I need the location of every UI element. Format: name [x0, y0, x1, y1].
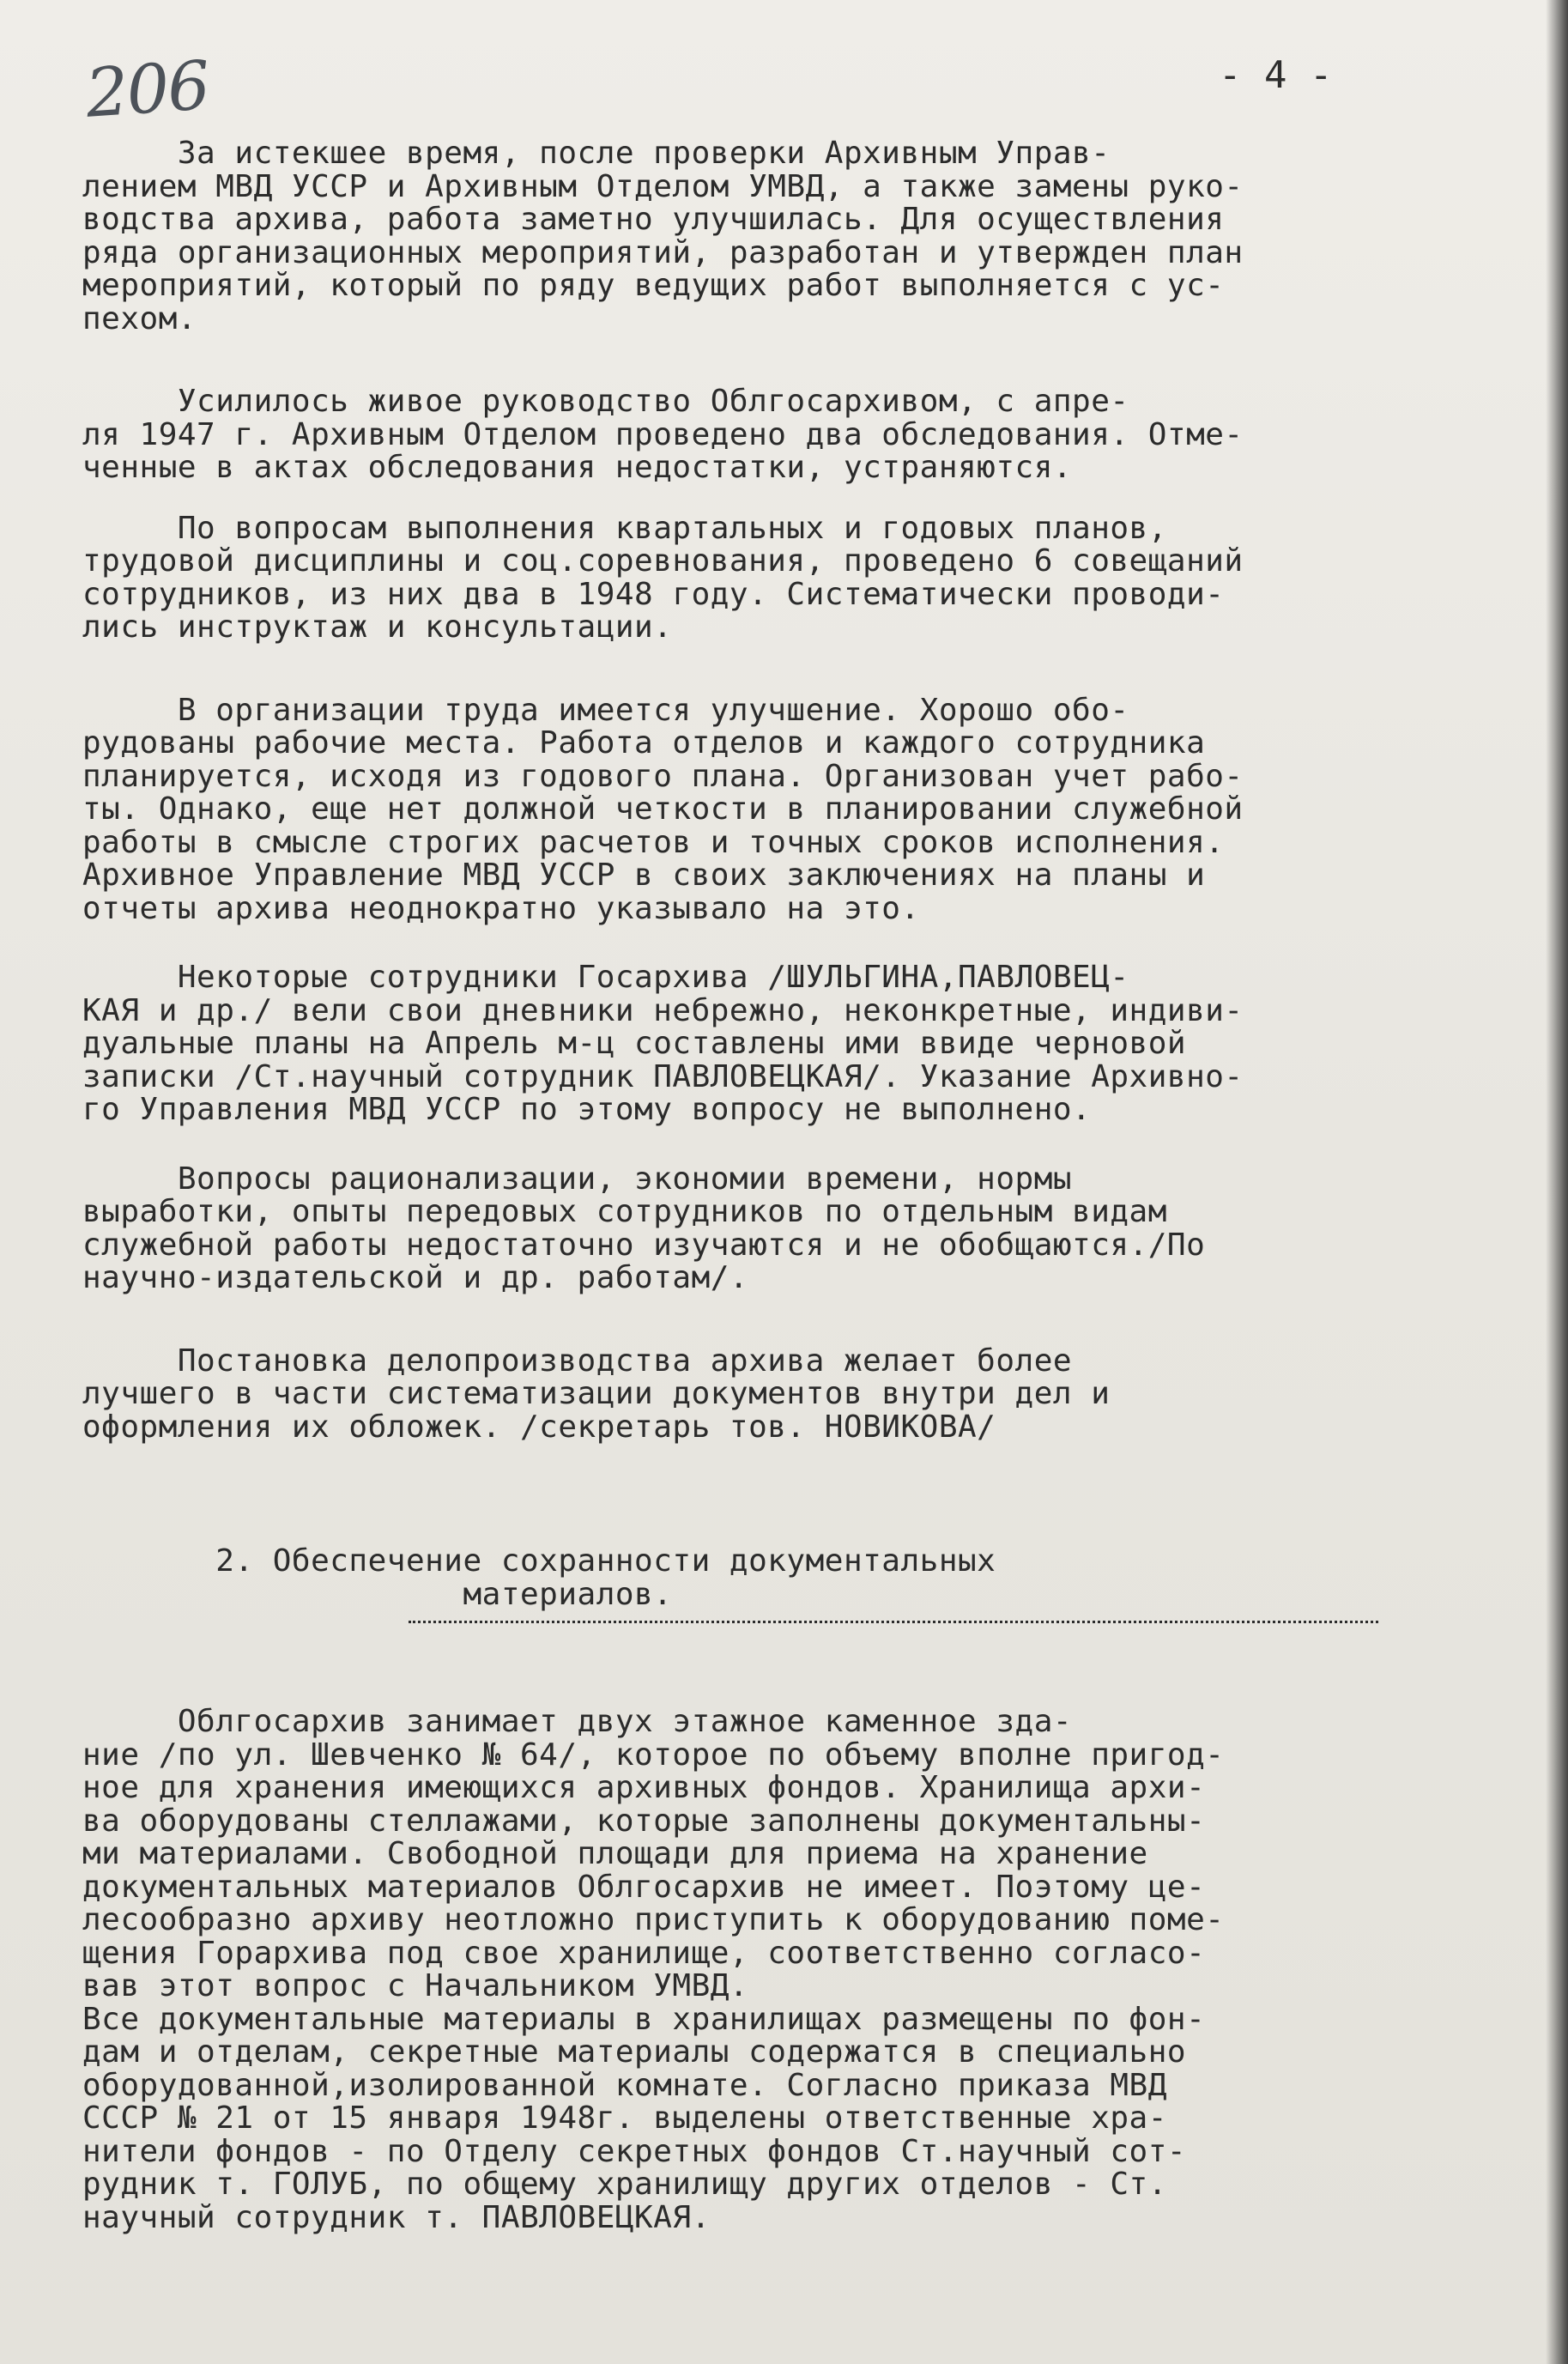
text-line: вав этот вопрос с Начальником УМВД. — [82, 1968, 749, 2003]
text-line: ми материалами. Свободной площади для приема на хранение — [82, 1836, 1148, 1871]
paragraph — [82, 1345, 1524, 1445]
text-line: ние /по ул. Шевченко № 64/, которое по объему вполне пригод- — [82, 1737, 1225, 1773]
text-line: Все документальные материалы в хранилищах размещены по фон- — [82, 2001, 1206, 2037]
text-line: служебной работы недостаточно изучаются и не обобщаются./По — [82, 1227, 1206, 1263]
text-line: ва оборудованы стеллажами, которые заполнены документальны- — [82, 1803, 1206, 1839]
heading-underline — [409, 1621, 1378, 1623]
text-line: Некоторые сотрудники Госархива /ШУЛЬГИНА,ПАВЛОВЕЦ- — [82, 960, 1129, 995]
paragraph — [82, 1163, 1524, 1295]
text-line: По вопросам выполнения квартальных и годовых планов, — [82, 510, 1167, 546]
text-line: записки /Ст.научный сотрудник ПАВЛОВЕЦКАЯ/. Указание Архивно- — [82, 1058, 1244, 1094]
text-line: Вопросы рационализации, экономии времени, нормы — [82, 1161, 1073, 1197]
text-line: лесообразно архиву неотложно приступить к оборудованию поме- — [82, 1902, 1225, 1937]
text-line: оборудованной,изолированной комнате. Согласно приказа МВД — [82, 2067, 1167, 2103]
text-line: водства архива, работа заметно улучшилась. Для осуществления — [82, 202, 1225, 237]
section-heading-block — [82, 1545, 1524, 1611]
text-line: В организации труда имеется улучшение. Хорошо обо- — [82, 692, 1129, 728]
text-line: работы в смысле строгих расчетов и точных сроков исполнения. — [82, 824, 1225, 860]
text-line: ное для хранения имеющихся архивных фондов. Хранилища архи- — [82, 1770, 1206, 1805]
text-line: мероприятий, который по ряду ведущих работ выполняется с ус- — [82, 268, 1225, 303]
text-line: сотрудников, из них два в 1948 году. Систематически проводи- — [82, 576, 1225, 612]
text-line: За истекшее время, после проверки Архивным Управ- — [82, 136, 1111, 171]
page-edge-shadow — [1546, 0, 1568, 2364]
text-line: выработки, опыты передовых сотрудников по отдельным видам — [82, 1194, 1167, 1229]
section-heading — [82, 1545, 1524, 1611]
handwritten-page-number: 206 — [83, 47, 211, 133]
section-paragraphs-block — [82, 1706, 1524, 2234]
paragraph — [82, 385, 1524, 485]
text-line: трудовой дисциплины и соц.соревнования, проведено 6 совещаний — [82, 543, 1244, 579]
paragraph — [82, 694, 1524, 926]
text-line: дам и отделам, секретные материалы содержатся в специально — [82, 2034, 1187, 2070]
text-line: планируется, исходя из годового плана. Организован учет рабо- — [82, 758, 1244, 794]
text-line: рудник т. ГОЛУБ, по общему хранилищу других отделов - Ст. — [82, 2167, 1167, 2202]
text-line: научно-издательской и др. работам/. — [82, 1260, 749, 1295]
text-line: КАЯ и др./ вели свои дневники небрежно, неконкретные, индиви- — [82, 992, 1244, 1028]
paragraph — [82, 961, 1524, 1127]
heading-line: материалов. — [82, 1576, 673, 1612]
text-line: дуальные планы на Апрель м-ц составлены ими ввиде черновой — [82, 1026, 1187, 1061]
text-line: лучшего в части систематизации документов внутри дел и — [82, 1376, 1111, 1411]
text-line: СССР № 21 от 15 января 1948г. выделены ответственные хра- — [82, 2100, 1167, 2136]
paragraph — [82, 1706, 1524, 2234]
text-line: щения Горархива под свое хранилище, соответственно согласо- — [82, 1935, 1206, 1971]
text-line: Архивное Управление МВД УССР в своих заключениях на планы и — [82, 858, 1206, 893]
text-line: нители фондов - по Отделу секретных фондов Ст.научный сот- — [82, 2133, 1187, 2169]
paragraph — [82, 137, 1524, 336]
heading-line: 2. Обеспечение сохранности документальных — [82, 1543, 996, 1579]
text-line: Постановка делопроизводства архива желает более — [82, 1343, 1073, 1379]
typed-page-number: - 4 - — [1219, 53, 1333, 97]
text-line: лением МВД УССР и Архивным Отделом УМВД, а также замены руко- — [82, 168, 1244, 204]
text-line: Усилилось живое руководство Облгосархивом, с апре- — [82, 384, 1129, 419]
text-line: лись инструктаж и консультации. — [82, 609, 673, 645]
text-line: оформления их обложек. /секретарь тов. НОВИКОВА/ — [82, 1409, 996, 1445]
document-body — [82, 137, 1524, 2234]
text-line: ты. Однако, еще нет должной четкости в планировании служебной — [82, 791, 1244, 827]
text-line: ченные в актах обследования недостатки, устраняются. — [82, 450, 1073, 485]
text-line: документальных материалов Облгосархив не имеет. Поэтому це- — [82, 1869, 1206, 1905]
text-line: пехом. — [82, 300, 197, 336]
text-line: го Управления МВД УССР по этому вопросу не выполнено. — [82, 1092, 1092, 1127]
text-line: научный сотрудник т. ПАВЛОВЕЦКАЯ. — [82, 2199, 711, 2235]
text-line: отчеты архива неоднократно указывало на это. — [82, 890, 920, 926]
text-line: ля 1947 г. Архивным Отделом проведено два обследования. Отме- — [82, 416, 1244, 452]
text-line: рудованы рабочие места. Работа отделов и каждого сотрудника — [82, 725, 1206, 761]
paragraph — [82, 512, 1524, 645]
text-line: ряда организационных мероприятий, разработан и утвержден план — [82, 234, 1244, 270]
paragraphs-block — [82, 137, 1524, 1444]
text-line: Облгосархив занимает двух этажное каменное зда- — [82, 1704, 1073, 1739]
